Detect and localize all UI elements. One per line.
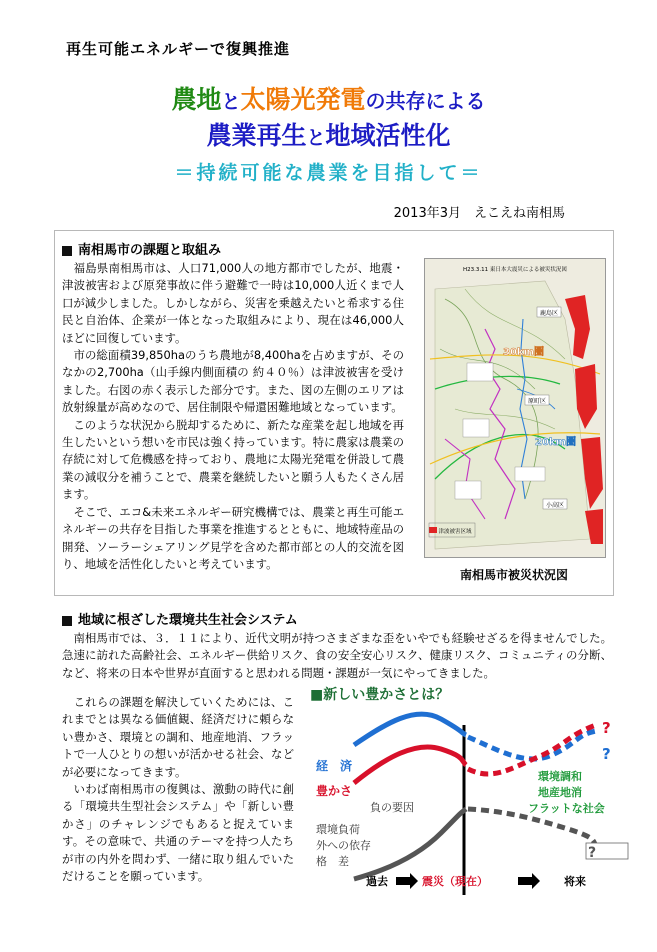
label-richness: 豊かさ bbox=[316, 784, 353, 798]
section3-body bbox=[62, 694, 294, 885]
label-external-dependence: 外への依存 bbox=[316, 839, 371, 852]
square-bullet-icon bbox=[62, 246, 72, 256]
axis-past: 過去 bbox=[366, 875, 388, 888]
arrow-right-icon bbox=[518, 873, 540, 889]
square-bullet-icon bbox=[62, 616, 72, 626]
section1-paragraph: 福島県南相馬市は、人口71,000人の地方都市でしたが、地震・津波被害および原発事故に伴う避難で一時は10,000人近くまで人口が減少しました。しかしながら、災害を乗越えたいと希求する住民と自治体、企業が一体となった取組みにより、現在は46,000人ほどに回復しています。 bbox=[62, 261, 404, 345]
label-environment-burden: 環境負荷 bbox=[316, 823, 360, 836]
subtitle: ＝持続可能な農業を目指して＝ bbox=[174, 162, 483, 184]
arrow-right-icon bbox=[396, 873, 418, 889]
map-caption: 南相馬市被災状況図 bbox=[459, 568, 568, 582]
map-label-haramachi: 原町区 bbox=[527, 398, 547, 405]
label-gap: 格 差 bbox=[316, 855, 349, 868]
map-label-20km: 20km圏 bbox=[535, 437, 576, 448]
map-label-odaka: 小高区 bbox=[545, 502, 565, 509]
label-flat-society: フラットな社会 bbox=[528, 802, 605, 815]
label-economy: 経 済 bbox=[316, 759, 353, 773]
title-part-to: と bbox=[221, 91, 241, 113]
label-local-consumption: 地産地消 bbox=[538, 786, 582, 799]
new-richness-graphic bbox=[306, 683, 638, 898]
title-line-2 bbox=[0, 116, 657, 152]
section1-heading-text: 南相馬市の課題と取組み bbox=[78, 243, 222, 258]
title-part-to2: と bbox=[306, 127, 326, 149]
axis-disaster-now: 震災（現在） bbox=[422, 875, 488, 888]
dateline: 2013年3月 えこえね南相馬 bbox=[393, 206, 565, 221]
section1-paragraph: このような状況から脱却するために、新たな産業を起し地域を再生したいという想いを市民は強く持っています。特に農家は農業の存続に対して危機感を持っており、農地に太陽光発電を併設して農業の減収分を補うことで、農業を継続したいと願う人もたくさん居ます。 bbox=[62, 417, 404, 502]
map-legend: 津波被害区域 bbox=[438, 529, 472, 535]
section1-heading bbox=[62, 239, 221, 258]
section3-paragraph: いわば南相馬市の復興は、激動の時代に創る「環境共生型社会システム」や「新しい豊かさ」のチャレンジでもあると捉えています。その意味で、共通のテーマを持つ人たちが市の内外を問わず、一緒に取り組んでいただけることを願っています。 bbox=[62, 782, 294, 884]
map-label-30km: 30km圏 bbox=[503, 347, 544, 358]
kicker-text: 再生可能エネルギーで復興推進 bbox=[66, 40, 291, 58]
disaster-map bbox=[424, 258, 606, 558]
diagram-title: ■新しい豊かさとは？ bbox=[310, 687, 450, 703]
section2-heading-text: 地域に根ざした環境共生社会システム bbox=[78, 613, 298, 628]
section2-paragraph: 南相馬市では、３．１１により、近代文明が持つさまざまな歪をいやでも経験せざるを得ませんでした。急速に訪れた高齢社会、エネルギー供給リスク、食の安全安心リスク、健康リスク、コミュニティの分断、など、将来の日本や世界が直面すると思われる問題・課題が一気にやってきました。 bbox=[62, 631, 612, 680]
section2-heading bbox=[62, 609, 298, 628]
disaster-map-graphic bbox=[425, 259, 605, 557]
question-mark-richness: ? bbox=[602, 719, 611, 737]
title-line-1 bbox=[0, 80, 657, 116]
label-negative-factors: 負の要因 bbox=[370, 801, 414, 814]
section1-paragraph: 市の総面積39,850haのうち農地が8,400haを占めますが、そのなかの2,700ha（山手線内側面積の 約４０％）は津波被害を受けました。右図の赤く表示した部分です。また、図の左側のエリアは放射線量が高めなので、居住制限や帰還困難地域となっています。 bbox=[62, 348, 404, 415]
section3-paragraph: これらの課題を解決していくためには、これまでとは異なる価値観、経済だけに頼らない豊かさ、環境との調和、地産地消、フラットで一人ひとりの想いが活かせる社会、などが必要になってきます。 bbox=[62, 695, 294, 779]
question-mark-burden: ? bbox=[588, 845, 597, 861]
title-part-solar: 太陽光発電 bbox=[240, 85, 366, 114]
map-label-kashima: 鹿島区 bbox=[539, 310, 559, 317]
title-part-farmland: 農地 bbox=[171, 85, 222, 114]
title-part-coexist: の共存による bbox=[365, 89, 486, 113]
axis-future: 将来 bbox=[564, 875, 586, 888]
map-title: H23.3.11 東日本大震災による被災状況図 bbox=[463, 267, 567, 273]
title-part-agri: 農業再生 bbox=[206, 121, 307, 150]
section1-body bbox=[62, 260, 404, 573]
title-part-region: 地域活性化 bbox=[325, 121, 451, 150]
question-mark-economy: ? bbox=[602, 745, 611, 763]
section1-paragraph: そこで、エコ&未来エネルギー研究機構では、農業と再生可能エネルギーの共存を目指した事業を推進するとともに、地域特産品の開発、ソーラーシェアリング見学を含めた都市部との人的交流を図り、地域を活性化したいと考えています。 bbox=[62, 504, 404, 571]
label-harmony: 環境調和 bbox=[538, 770, 582, 783]
new-richness-diagram bbox=[306, 683, 638, 898]
